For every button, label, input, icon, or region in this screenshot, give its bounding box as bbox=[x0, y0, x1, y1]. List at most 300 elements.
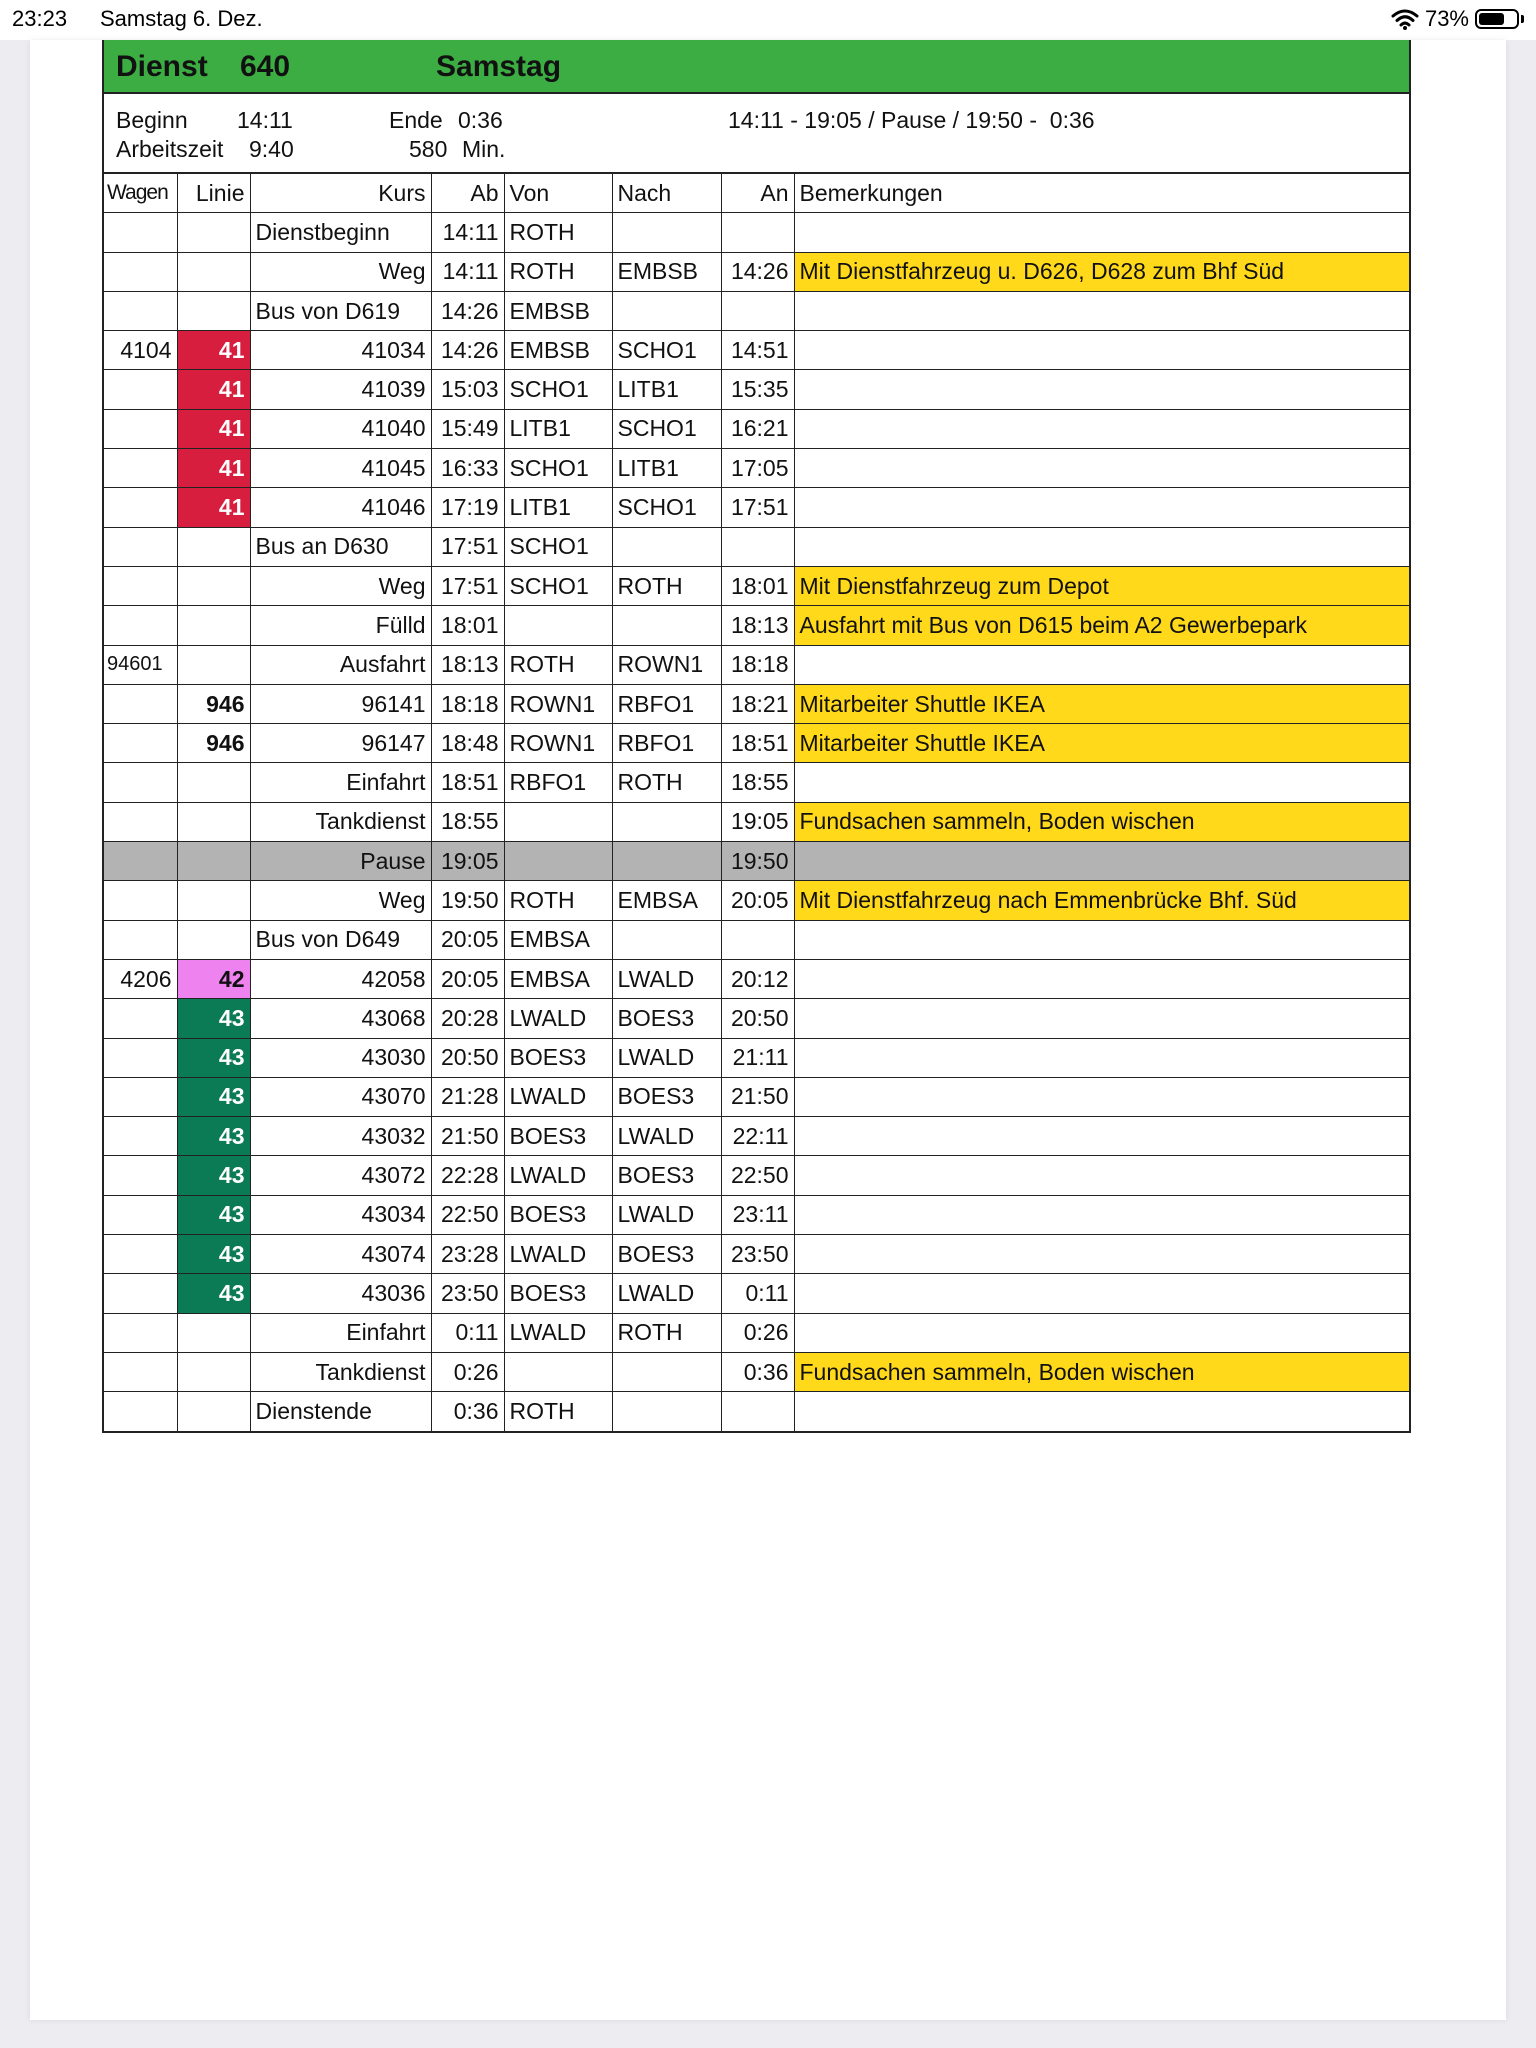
cell-an: 17:51 bbox=[721, 488, 794, 527]
table-row bbox=[104, 1077, 1409, 1116]
cell-kurs: Tankdienst bbox=[250, 1352, 431, 1391]
cell-an bbox=[721, 527, 794, 566]
cell-wagen bbox=[104, 252, 177, 291]
col-header-linie: Linie bbox=[177, 174, 250, 213]
cell-linie: 41 bbox=[177, 409, 250, 448]
cell-wagen: 94601 bbox=[104, 645, 177, 684]
table-row bbox=[104, 488, 1409, 527]
arbeitszeit-value: 9:40 bbox=[249, 136, 294, 162]
table-row bbox=[104, 1038, 1409, 1077]
cell-wagen bbox=[104, 606, 177, 645]
cell-ab: 15:49 bbox=[431, 409, 504, 448]
cell-linie bbox=[177, 1313, 250, 1352]
table-row bbox=[104, 1352, 1409, 1391]
table-row bbox=[104, 802, 1409, 841]
cell-an: 14:51 bbox=[721, 331, 794, 370]
cell-ab: 17:51 bbox=[431, 527, 504, 566]
cell-bemerkung bbox=[794, 488, 1409, 527]
cell-linie bbox=[177, 566, 250, 605]
cell-nach bbox=[612, 527, 721, 566]
cell-ab: 18:01 bbox=[431, 606, 504, 645]
table-row bbox=[104, 1274, 1409, 1313]
cell-linie bbox=[177, 881, 250, 920]
cell-bemerkung bbox=[794, 409, 1409, 448]
cell-ab: 21:50 bbox=[431, 1117, 504, 1156]
table-row bbox=[104, 1156, 1409, 1195]
dienst-number: 640 bbox=[240, 50, 291, 83]
minutes-value: 580 bbox=[409, 136, 448, 162]
cell-ab: 0:26 bbox=[431, 1352, 504, 1391]
cell-wagen bbox=[104, 802, 177, 841]
cell-von: EMBSB bbox=[504, 291, 612, 330]
cell-linie: 43 bbox=[177, 999, 250, 1038]
cell-ab: 22:28 bbox=[431, 1156, 504, 1195]
battery-icon bbox=[1475, 9, 1519, 29]
table-row bbox=[104, 920, 1409, 959]
cell-an: 17:05 bbox=[721, 449, 794, 488]
cell-nach bbox=[612, 920, 721, 959]
cell-kurs: Bus von D619 bbox=[250, 291, 431, 330]
cell-von: LITB1 bbox=[504, 488, 612, 527]
cell-wagen bbox=[104, 1392, 177, 1431]
duty-table bbox=[104, 174, 1409, 1431]
col-header-nach: Nach bbox=[612, 174, 721, 213]
cell-nach: BOES3 bbox=[612, 999, 721, 1038]
cell-kurs: 41040 bbox=[250, 409, 431, 448]
cell-ab: 14:11 bbox=[431, 252, 504, 291]
cell-an: 20:50 bbox=[721, 999, 794, 1038]
cell-ab: 14:11 bbox=[431, 213, 504, 252]
wifi-icon bbox=[1391, 8, 1419, 30]
cell-kurs: 43074 bbox=[250, 1235, 431, 1274]
cell-ab: 18:51 bbox=[431, 763, 504, 802]
table-row bbox=[104, 331, 1409, 370]
cell-ab: 22:50 bbox=[431, 1195, 504, 1234]
cell-linie: 43 bbox=[177, 1235, 250, 1274]
col-header-kurs: Kurs bbox=[250, 174, 431, 213]
col-header-ab: Ab bbox=[431, 174, 504, 213]
cell-ab: 19:05 bbox=[431, 842, 504, 881]
cell-an: 18:18 bbox=[721, 645, 794, 684]
cell-an: 18:21 bbox=[721, 684, 794, 723]
cell-an: 23:11 bbox=[721, 1195, 794, 1234]
status-date: Samstag 6. Dez. bbox=[100, 6, 263, 31]
table-header-row bbox=[104, 174, 1409, 213]
cell-wagen bbox=[104, 1156, 177, 1195]
cell-nach: SCHO1 bbox=[612, 331, 721, 370]
cell-wagen bbox=[104, 724, 177, 763]
cell-von bbox=[504, 606, 612, 645]
cell-von: LWALD bbox=[504, 1077, 612, 1116]
cell-bemerkung bbox=[794, 527, 1409, 566]
cell-wagen bbox=[104, 1274, 177, 1313]
cell-ab: 20:28 bbox=[431, 999, 504, 1038]
cell-von: BOES3 bbox=[504, 1038, 612, 1077]
cell-linie bbox=[177, 291, 250, 330]
table-body bbox=[104, 213, 1409, 1431]
cell-nach: LWALD bbox=[612, 1274, 721, 1313]
table-row bbox=[104, 566, 1409, 605]
battery-tip bbox=[1521, 15, 1524, 23]
cell-ab: 18:48 bbox=[431, 724, 504, 763]
cell-ab: 23:50 bbox=[431, 1274, 504, 1313]
cell-von: SCHO1 bbox=[504, 370, 612, 409]
table-row bbox=[104, 1313, 1409, 1352]
cell-von: LWALD bbox=[504, 1313, 612, 1352]
cell-bemerkung bbox=[794, 920, 1409, 959]
cell-wagen bbox=[104, 1313, 177, 1352]
cell-linie: 41 bbox=[177, 449, 250, 488]
cell-an: 18:13 bbox=[721, 606, 794, 645]
table-row bbox=[104, 684, 1409, 723]
cell-bemerkung bbox=[794, 331, 1409, 370]
cell-bemerkung bbox=[794, 1195, 1409, 1234]
cell-linie: 43 bbox=[177, 1274, 250, 1313]
cell-wagen bbox=[104, 1038, 177, 1077]
cell-bemerkung bbox=[794, 1077, 1409, 1116]
cell-von bbox=[504, 842, 612, 881]
cell-nach bbox=[612, 1392, 721, 1431]
table-row bbox=[104, 1235, 1409, 1274]
cell-linie: 41 bbox=[177, 370, 250, 409]
cell-linie bbox=[177, 527, 250, 566]
cell-bemerkung: Fundsachen sammeln, Boden wischen bbox=[794, 1352, 1409, 1391]
cell-wagen bbox=[104, 449, 177, 488]
cell-bemerkung bbox=[794, 213, 1409, 252]
cell-kurs: 43034 bbox=[250, 1195, 431, 1234]
table-row bbox=[104, 213, 1409, 252]
cell-von: EMBSA bbox=[504, 959, 612, 998]
cell-wagen: 4206 bbox=[104, 959, 177, 998]
cell-an bbox=[721, 291, 794, 330]
cell-nach bbox=[612, 1352, 721, 1391]
cell-linie bbox=[177, 252, 250, 291]
cell-wagen bbox=[104, 488, 177, 527]
cell-von: SCHO1 bbox=[504, 566, 612, 605]
cell-bemerkung bbox=[794, 1156, 1409, 1195]
table-row bbox=[104, 645, 1409, 684]
cell-an: 18:01 bbox=[721, 566, 794, 605]
cell-ab: 18:18 bbox=[431, 684, 504, 723]
cell-nach: SCHO1 bbox=[612, 409, 721, 448]
table-row bbox=[104, 763, 1409, 802]
cell-von: ROWN1 bbox=[504, 724, 612, 763]
cell-ab: 21:28 bbox=[431, 1077, 504, 1116]
cell-ab: 0:36 bbox=[431, 1392, 504, 1431]
table-row bbox=[104, 1392, 1409, 1431]
cell-nach: ROWN1 bbox=[612, 645, 721, 684]
day-label: Samstag bbox=[436, 50, 562, 83]
cell-nach: LWALD bbox=[612, 1038, 721, 1077]
status-time: 23:23 bbox=[12, 6, 68, 31]
cell-ab: 20:05 bbox=[431, 920, 504, 959]
cell-bemerkung bbox=[794, 1274, 1409, 1313]
col-header-von: Von bbox=[504, 174, 612, 213]
cell-linie bbox=[177, 606, 250, 645]
table-row bbox=[104, 527, 1409, 566]
cell-wagen bbox=[104, 1195, 177, 1234]
table-row bbox=[104, 1117, 1409, 1156]
cell-wagen bbox=[104, 1117, 177, 1156]
cell-von: BOES3 bbox=[504, 1117, 612, 1156]
cell-bemerkung bbox=[794, 1392, 1409, 1431]
cell-kurs: Weg bbox=[250, 881, 431, 920]
cell-kurs: Pause bbox=[250, 842, 431, 881]
table-row bbox=[104, 724, 1409, 763]
cell-nach: BOES3 bbox=[612, 1235, 721, 1274]
cell-wagen bbox=[104, 881, 177, 920]
cell-an: 19:05 bbox=[721, 802, 794, 841]
cell-an: 19:50 bbox=[721, 842, 794, 881]
cell-ab: 17:51 bbox=[431, 566, 504, 605]
cell-kurs: Ausfahrt bbox=[250, 645, 431, 684]
cell-nach bbox=[612, 213, 721, 252]
cell-wagen bbox=[104, 370, 177, 409]
cell-an: 15:35 bbox=[721, 370, 794, 409]
cell-von: ROTH bbox=[504, 645, 612, 684]
cell-bemerkung bbox=[794, 449, 1409, 488]
cell-linie: 43 bbox=[177, 1038, 250, 1077]
cell-bemerkung: Fundsachen sammeln, Boden wischen bbox=[794, 802, 1409, 841]
cell-bemerkung bbox=[794, 959, 1409, 998]
cell-kurs: Bus von D649 bbox=[250, 920, 431, 959]
cell-von: BOES3 bbox=[504, 1274, 612, 1313]
cell-nach bbox=[612, 291, 721, 330]
minutes-unit: Min. bbox=[462, 136, 506, 162]
battery-fill bbox=[1479, 13, 1504, 25]
cell-wagen bbox=[104, 1352, 177, 1391]
cell-linie bbox=[177, 213, 250, 252]
cell-nach: LWALD bbox=[612, 1117, 721, 1156]
cell-wagen: 4104 bbox=[104, 331, 177, 370]
table-row bbox=[104, 409, 1409, 448]
cell-ab: 17:19 bbox=[431, 488, 504, 527]
cell-kurs: Tankdienst bbox=[250, 802, 431, 841]
cell-kurs: Weg bbox=[250, 566, 431, 605]
beginn-value: 14:11 bbox=[237, 107, 293, 133]
cell-von: ROWN1 bbox=[504, 684, 612, 723]
cell-von: BOES3 bbox=[504, 1195, 612, 1234]
cell-wagen bbox=[104, 409, 177, 448]
cell-ab: 18:13 bbox=[431, 645, 504, 684]
cell-an: 22:50 bbox=[721, 1156, 794, 1195]
cell-kurs: 41045 bbox=[250, 449, 431, 488]
cell-linie: 946 bbox=[177, 724, 250, 763]
cell-wagen bbox=[104, 920, 177, 959]
cell-bemerkung: Mit Dienstfahrzeug nach Emmenbrücke Bhf. Süd bbox=[794, 881, 1409, 920]
cell-kurs: 96147 bbox=[250, 724, 431, 763]
cell-bemerkung bbox=[794, 1038, 1409, 1077]
cell-linie bbox=[177, 645, 250, 684]
cell-von: ROTH bbox=[504, 881, 612, 920]
cell-an: 23:50 bbox=[721, 1235, 794, 1274]
cell-kurs: Dienstbeginn bbox=[250, 213, 431, 252]
cell-kurs: 43068 bbox=[250, 999, 431, 1038]
duty-sheet bbox=[102, 40, 1411, 1433]
cell-kurs: 41034 bbox=[250, 331, 431, 370]
cell-bemerkung: Mitarbeiter Shuttle IKEA bbox=[794, 724, 1409, 763]
cell-linie: 41 bbox=[177, 488, 250, 527]
cell-bemerkung bbox=[794, 1235, 1409, 1274]
cell-von: LWALD bbox=[504, 1156, 612, 1195]
cell-kurs: 43032 bbox=[250, 1117, 431, 1156]
cell-bemerkung bbox=[794, 370, 1409, 409]
table-row bbox=[104, 1195, 1409, 1234]
table-row bbox=[104, 291, 1409, 330]
cell-an: 21:11 bbox=[721, 1038, 794, 1077]
cell-ab: 18:55 bbox=[431, 802, 504, 841]
cell-kurs: Einfahrt bbox=[250, 763, 431, 802]
cell-nach: EMBSA bbox=[612, 881, 721, 920]
cell-ab: 16:33 bbox=[431, 449, 504, 488]
cell-wagen bbox=[104, 1235, 177, 1274]
battery-percent: 73% bbox=[1424, 6, 1469, 31]
cell-nach bbox=[612, 842, 721, 881]
cell-kurs: 43030 bbox=[250, 1038, 431, 1077]
cell-von: EMBSB bbox=[504, 331, 612, 370]
cell-nach: ROTH bbox=[612, 566, 721, 605]
cell-linie bbox=[177, 763, 250, 802]
cell-nach: LWALD bbox=[612, 1195, 721, 1234]
cell-kurs: Fülld bbox=[250, 606, 431, 645]
cell-an: 0:36 bbox=[721, 1352, 794, 1391]
cell-wagen bbox=[104, 1077, 177, 1116]
cell-an: 18:55 bbox=[721, 763, 794, 802]
duty-header bbox=[104, 40, 1409, 94]
cell-wagen bbox=[104, 999, 177, 1038]
cell-bemerkung: Mitarbeiter Shuttle IKEA bbox=[794, 684, 1409, 723]
table-row bbox=[104, 959, 1409, 998]
cell-wagen bbox=[104, 684, 177, 723]
cell-bemerkung: Mit Dienstfahrzeug u. D626, D628 zum Bhf Süd bbox=[794, 252, 1409, 291]
duty-segments: 14:11 - 19:05 / Pause / 19:50 - 0:36 bbox=[728, 107, 1095, 133]
cell-wagen bbox=[104, 842, 177, 881]
cell-bemerkung bbox=[794, 999, 1409, 1038]
cell-bemerkung bbox=[794, 1313, 1409, 1352]
table-row bbox=[104, 842, 1409, 881]
table-row bbox=[104, 449, 1409, 488]
cell-an: 0:26 bbox=[721, 1313, 794, 1352]
cell-von: ROTH bbox=[504, 213, 612, 252]
cell-kurs: 41039 bbox=[250, 370, 431, 409]
cell-an bbox=[721, 920, 794, 959]
cell-von: LWALD bbox=[504, 999, 612, 1038]
cell-linie bbox=[177, 842, 250, 881]
cell-linie: 43 bbox=[177, 1077, 250, 1116]
cell-nach bbox=[612, 802, 721, 841]
cell-wagen bbox=[104, 527, 177, 566]
cell-wagen bbox=[104, 566, 177, 605]
cell-nach: LITB1 bbox=[612, 370, 721, 409]
cell-bemerkung: Mit Dienstfahrzeug zum Depot bbox=[794, 566, 1409, 605]
cell-an: 0:11 bbox=[721, 1274, 794, 1313]
cell-kurs: Einfahrt bbox=[250, 1313, 431, 1352]
table-row bbox=[104, 881, 1409, 920]
cell-linie: 43 bbox=[177, 1195, 250, 1234]
dienst-label: Dienst bbox=[116, 50, 208, 83]
beginn-label: Beginn bbox=[116, 107, 188, 133]
cell-wagen bbox=[104, 213, 177, 252]
cell-an: 20:05 bbox=[721, 881, 794, 920]
cell-ab: 20:05 bbox=[431, 959, 504, 998]
cell-nach: LITB1 bbox=[612, 449, 721, 488]
cell-an bbox=[721, 213, 794, 252]
cell-linie: 946 bbox=[177, 684, 250, 723]
cell-an: 18:51 bbox=[721, 724, 794, 763]
cell-nach: LWALD bbox=[612, 959, 721, 998]
cell-von: ROTH bbox=[504, 252, 612, 291]
cell-ab: 20:50 bbox=[431, 1038, 504, 1077]
cell-bemerkung bbox=[794, 645, 1409, 684]
table-row bbox=[104, 252, 1409, 291]
cell-ab: 23:28 bbox=[431, 1235, 504, 1274]
cell-ab: 15:03 bbox=[431, 370, 504, 409]
cell-linie bbox=[177, 1392, 250, 1431]
cell-ab: 19:50 bbox=[431, 881, 504, 920]
cell-von: RBFO1 bbox=[504, 763, 612, 802]
table-row bbox=[104, 999, 1409, 1038]
table-row bbox=[104, 370, 1409, 409]
cell-an: 21:50 bbox=[721, 1077, 794, 1116]
cell-bemerkung bbox=[794, 763, 1409, 802]
cell-von: LWALD bbox=[504, 1235, 612, 1274]
col-header-wagen: Wagen bbox=[104, 174, 177, 213]
cell-nach: ROTH bbox=[612, 1313, 721, 1352]
cell-kurs: 96141 bbox=[250, 684, 431, 723]
cell-nach: ROTH bbox=[612, 763, 721, 802]
cell-linie: 41 bbox=[177, 331, 250, 370]
ende-value: 0:36 bbox=[458, 107, 503, 133]
cell-an: 20:12 bbox=[721, 959, 794, 998]
cell-von bbox=[504, 802, 612, 841]
cell-an: 22:11 bbox=[721, 1117, 794, 1156]
cell-an bbox=[721, 1392, 794, 1431]
cell-nach: BOES3 bbox=[612, 1077, 721, 1116]
duty-summary bbox=[104, 94, 1409, 174]
cell-an: 16:21 bbox=[721, 409, 794, 448]
cell-nach: EMBSB bbox=[612, 252, 721, 291]
cell-kurs: Weg bbox=[250, 252, 431, 291]
cell-von: ROTH bbox=[504, 1392, 612, 1431]
cell-linie: 43 bbox=[177, 1117, 250, 1156]
ende-label: Ende bbox=[389, 107, 443, 133]
cell-kurs: Dienstende bbox=[250, 1392, 431, 1431]
status-bar bbox=[0, 0, 1536, 40]
cell-bemerkung: Ausfahrt mit Bus von D615 beim A2 Gewerbepark bbox=[794, 606, 1409, 645]
cell-von: LITB1 bbox=[504, 409, 612, 448]
col-header-an: An bbox=[721, 174, 794, 213]
status-right bbox=[1391, 6, 1524, 32]
cell-kurs: 41046 bbox=[250, 488, 431, 527]
cell-linie bbox=[177, 1352, 250, 1391]
cell-nach: BOES3 bbox=[612, 1156, 721, 1195]
document-page[interactable] bbox=[30, 40, 1506, 2020]
cell-linie: 42 bbox=[177, 959, 250, 998]
cell-kurs: 43036 bbox=[250, 1274, 431, 1313]
cell-kurs: 42058 bbox=[250, 959, 431, 998]
table-row bbox=[104, 606, 1409, 645]
cell-linie: 43 bbox=[177, 1156, 250, 1195]
cell-wagen bbox=[104, 763, 177, 802]
cell-bemerkung bbox=[794, 1117, 1409, 1156]
cell-linie bbox=[177, 802, 250, 841]
cell-kurs: 43072 bbox=[250, 1156, 431, 1195]
cell-kurs: Bus an D630 bbox=[250, 527, 431, 566]
cell-wagen bbox=[104, 291, 177, 330]
cell-linie bbox=[177, 920, 250, 959]
cell-von: SCHO1 bbox=[504, 527, 612, 566]
cell-nach: RBFO1 bbox=[612, 724, 721, 763]
